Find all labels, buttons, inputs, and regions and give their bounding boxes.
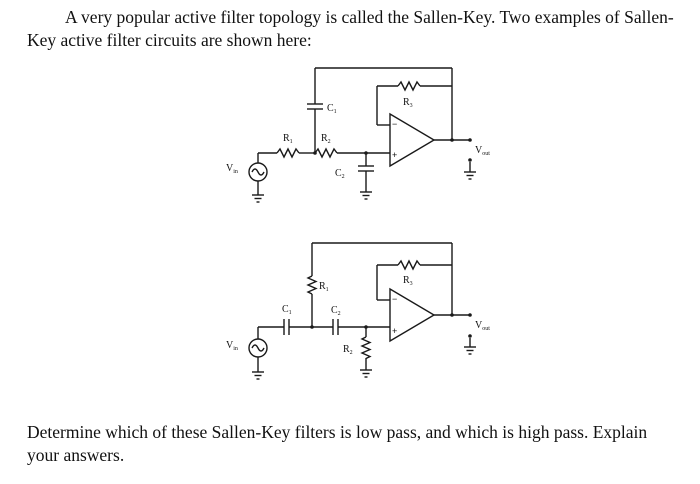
label-c1-1: $C_1$ bbox=[327, 103, 337, 115]
label-c2-2: $C_2$ bbox=[331, 305, 341, 317]
label-r2-1: $R_2$ bbox=[321, 133, 331, 145]
ground-1c bbox=[464, 172, 476, 179]
label-r2-2: $R_2$ bbox=[343, 344, 353, 356]
op-amp-1-minus: − bbox=[392, 119, 398, 129]
resistor-r1-2 bbox=[308, 276, 316, 294]
circuit-1 bbox=[226, 68, 490, 202]
label-r1-2: $R_1$ bbox=[319, 281, 329, 293]
label-vin-1: $V_{in}$ bbox=[226, 163, 238, 175]
circuit-2 bbox=[226, 243, 490, 379]
ac-source-2-wave bbox=[252, 345, 264, 351]
ground-2a bbox=[252, 372, 264, 379]
ground-2b bbox=[360, 370, 372, 377]
op-amp-2-plus: + bbox=[392, 326, 398, 336]
label-vin-2: $V_{in}$ bbox=[226, 340, 238, 352]
label-c2-1: $C_2$ bbox=[335, 168, 345, 180]
label-r3-2: $R_3$ bbox=[403, 275, 413, 287]
label-vout-1: $V_{out}$ bbox=[475, 145, 490, 157]
resistor-r3-1 bbox=[398, 82, 420, 90]
resistor-r1-1 bbox=[277, 149, 299, 157]
intro-paragraph: A very popular active filter topology is called the Sallen-Key. Two examples of Sallen-Key active filter circuits are shown here: bbox=[27, 7, 674, 50]
label-r3-1: $R_3$ bbox=[403, 97, 413, 109]
question-paragraph: Determine which of these Sallen-Key filters is low pass, and which is high pass. Explain your answers. bbox=[27, 422, 648, 465]
label-r1-1: $R_1$ bbox=[283, 133, 293, 145]
op-amp-2-minus: − bbox=[392, 294, 398, 304]
resistor-r3-2 bbox=[398, 261, 420, 269]
ground-1b bbox=[360, 192, 372, 199]
ac-source-1-wave bbox=[252, 169, 264, 175]
op-amp-1-plus: + bbox=[392, 150, 398, 160]
ground-2c bbox=[464, 347, 476, 354]
label-vout-2: $V_{out}$ bbox=[475, 320, 490, 332]
resistor-r2-1 bbox=[315, 149, 337, 157]
ground-1a bbox=[252, 195, 264, 202]
resistor-r2-2 bbox=[362, 337, 370, 359]
label-c1-2: $C_1$ bbox=[282, 304, 292, 316]
